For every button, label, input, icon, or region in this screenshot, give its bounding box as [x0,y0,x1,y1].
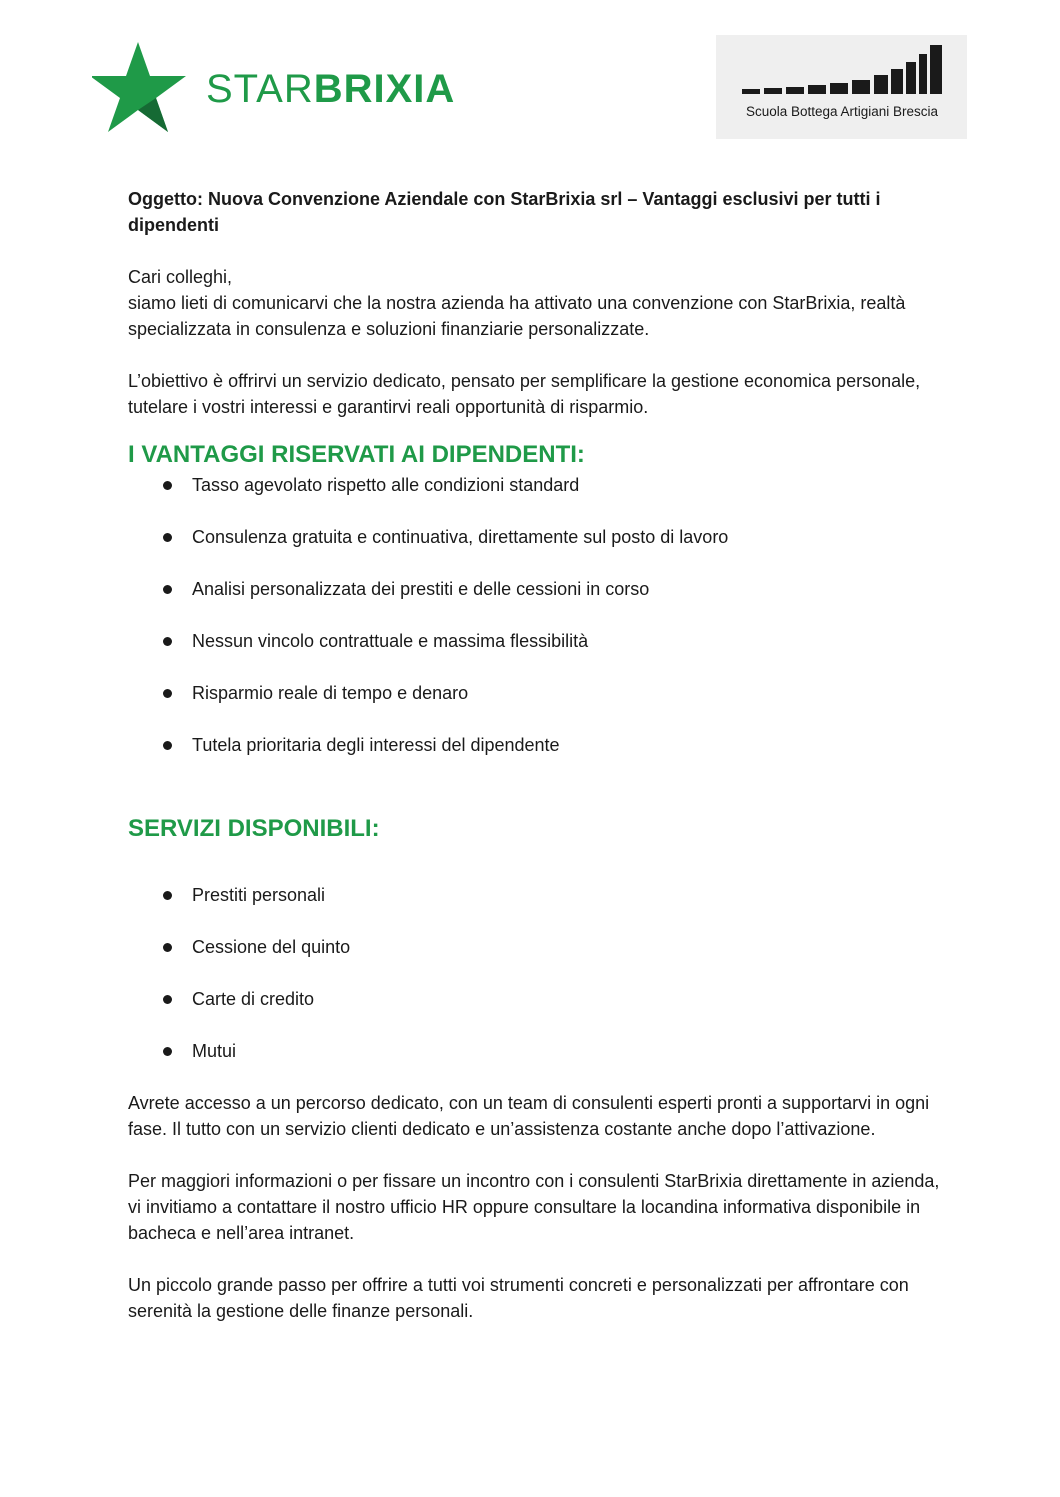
advantages-list [128,472,948,758]
bullet-icon [163,481,172,490]
list-item: Cessione del quinto [128,934,948,960]
list-item: Tutela prioritaria degli interessi del dipendente [128,732,948,758]
list-item: Mutui [128,1038,948,1064]
list-item: Risparmio reale di tempo e denaro [128,680,948,706]
star-icon [92,42,186,132]
starbrixia-logo [92,40,492,136]
letter-body [128,186,948,1324]
bullet-icon [163,995,172,1004]
bullet-icon [163,637,172,646]
list-item: Carte di credito [128,986,948,1012]
access-paragraph: Avrete accesso a un percorso dedicato, con un team di consulenti esperti pronti a supportarvi in ogni fase. Il tutto con un servizio clienti dedicato e un’assistenza costante anche dopo l’attivazione. [128,1093,930,1139]
subject-line: Oggetto: Nuova Convenzione Aziendale con StarBrixia srl – Vantaggi esclusivi per tutti i dipendenti [128,189,881,235]
list-item: Consulenza gratuita e continuativa, direttamente sul posto di lavoro [128,524,948,550]
bullet-icon [163,943,172,952]
scuola-bottega-logo [716,35,967,139]
bullet-icon [163,585,172,594]
list-item: Nessun vincolo contrattuale e massima flessibilità [128,628,948,654]
objective-paragraph: L’obiettivo è offrirvi un servizio dedicato, pensato per semplificare la gestione economica personale, tutelare i vostri interessi e garantirvi reali opportunità di risparmio. [128,371,921,417]
logo-caption: Scuola Bottega Artigiani Brescia [745,104,939,119]
svg-text:STARBRIXIA [206,67,455,111]
logo-text-regular: STAR [206,67,314,111]
logo-text-bold: BRIXIA [313,67,456,111]
closing-paragraph: Un piccolo grande passo per offrire a tutti voi strumenti concreti e personalizzati per affrontare con serenità la gestione delle finanze personali. [128,1275,909,1321]
info-paragraph: Per maggiori informazioni o per fissare un incontro con i consulenti StarBrixia direttamente in azienda, vi invitiamo a contattare il nostro ufficio HR oppure consultare la locandina informativa disponibile in bacheca e nell’area intranet. [128,1171,940,1243]
bullet-icon [163,689,172,698]
bullet-icon [163,891,172,900]
intro-paragraph: siamo lieti di comunicarvi che la nostra azienda ha attivato una convenzione con StarBrixia, realtà specializzata in consulenza e soluzioni finanziarie personalizzate. [128,293,906,339]
list-item: Prestiti personali [128,882,948,908]
services-list [128,882,948,1064]
advantages-heading: I VANTAGGI RISERVATI AI DIPENDENTI: [128,441,585,468]
list-item: Tasso agevolato rispetto alle condizioni standard [128,472,948,498]
bullet-icon [163,1047,172,1056]
ascending-bars-icon [742,45,942,94]
greeting: Cari colleghi, [128,267,233,287]
services-heading: SERVIZI DISPONIBILI: [128,815,380,842]
bullet-icon [163,533,172,542]
bullet-icon [163,741,172,750]
list-item: Analisi personalizzata dei prestiti e delle cessioni in corso [128,576,948,602]
